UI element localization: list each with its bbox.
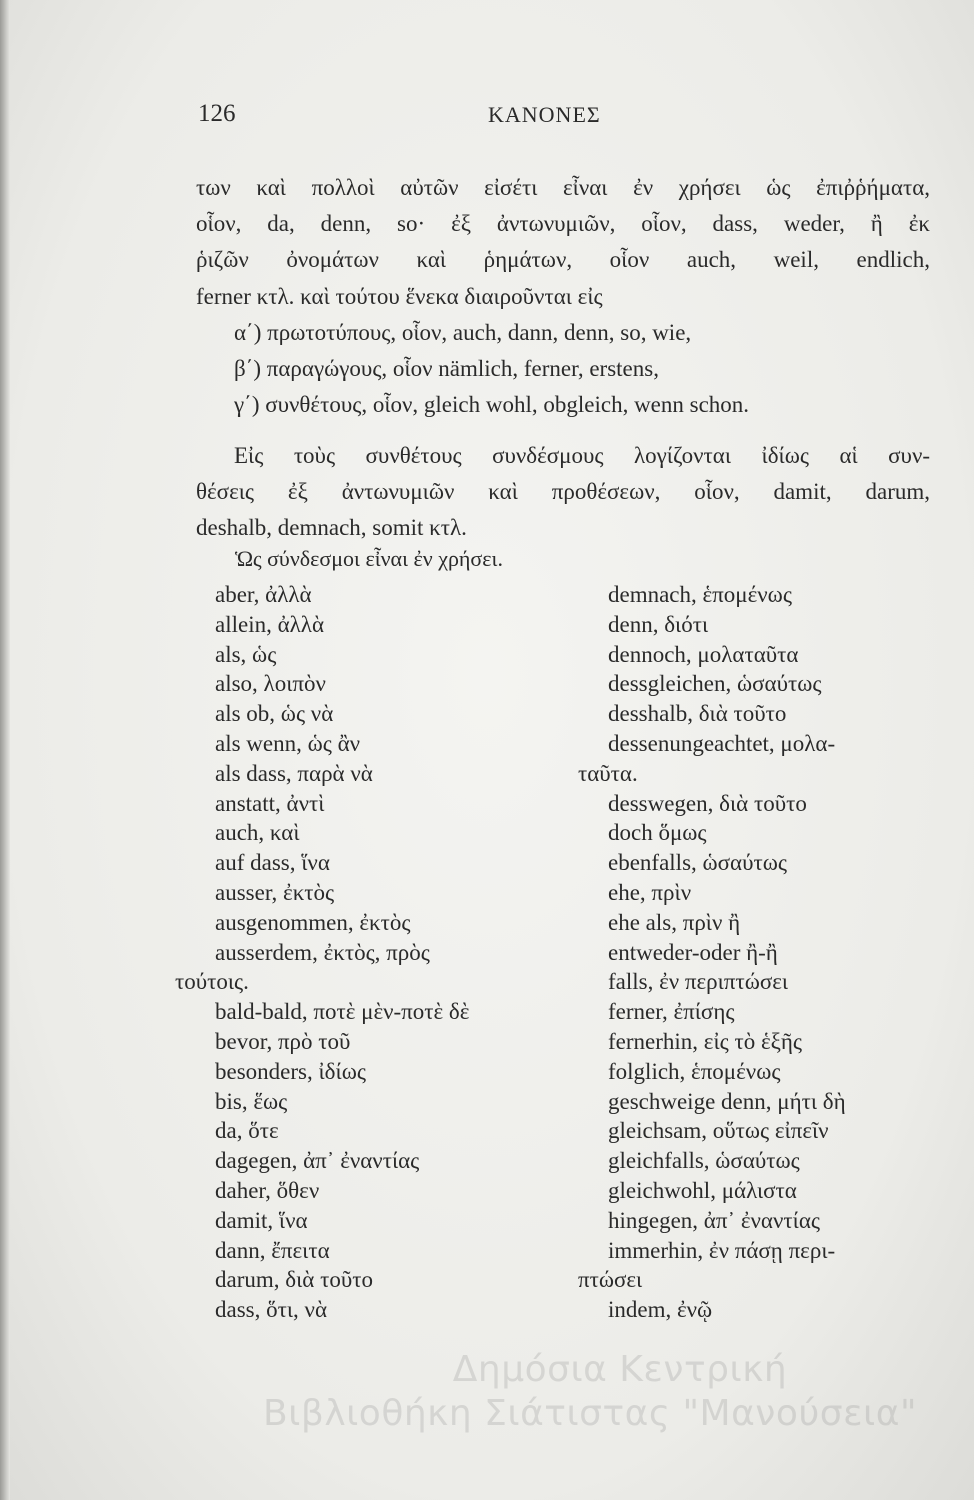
list-item: ausserdem, ἐκτὸς, πρὸς xyxy=(215,939,430,965)
conjunction-list-left xyxy=(175,580,555,1325)
list-item: bis, ἕως xyxy=(215,1088,288,1114)
watermark-line: Βιβλιοθήκη Σιάτιστας "Μανούσεια" xyxy=(262,1393,918,1434)
list-item: demnach, ἑπομένως xyxy=(608,582,792,607)
category-compound: γ΄) συνθέτους, οἷον, gleich wohl, obgleich, wenn schon. xyxy=(234,392,750,418)
paragraph-line: Εἰς τοὺς συνθέτους συνδέσμους λογίζονται ἰδίως αἱ συν- xyxy=(234,443,930,468)
list-item: anstatt, ἀντὶ xyxy=(215,790,325,816)
list-item: falls, ἐν περιπτώσει xyxy=(608,969,789,995)
list-item: fernerhin, εἰς τὸ ἑξῆς xyxy=(608,1028,803,1054)
list-item: auch, καὶ xyxy=(215,820,300,846)
list-item: folglich, ἑπομένως xyxy=(608,1058,781,1084)
conjunction-list-right xyxy=(578,580,930,1325)
list-item: besonders, ἰδίως xyxy=(215,1058,366,1084)
list-item: als ob, ὡς νὰ xyxy=(215,701,334,727)
page-edge-shadow xyxy=(0,0,10,1500)
paragraph-line: ῥιζῶν ὀνομάτων καὶ ῥημάτων, οἷον auch, weil, endlich, xyxy=(196,247,930,273)
list-item: bald-bald, ποτὲ μὲν-ποτὲ δὲ xyxy=(215,999,470,1025)
list-item: ausgenommen, ἐκτὸς xyxy=(215,909,411,935)
list-item: gleichwohl, μάλιστα xyxy=(608,1177,797,1203)
list-item: gleichfalls, ὡσαύτως xyxy=(608,1148,800,1174)
list-item-continuation: τούτοις. xyxy=(175,969,249,995)
list-item: als, ὡς xyxy=(215,641,277,667)
list-item: dessgleichen, ὡσαύτως xyxy=(608,671,822,697)
list-item: desshalb, διὰ τοῦτο xyxy=(608,701,787,727)
category-primary: α΄) πρωτοτύπους, οἷον, auch, dann, denn, so, wie, xyxy=(234,319,692,345)
list-item: gleichsam, οὕτως εἰπεῖν xyxy=(608,1118,829,1144)
list-item: dass, ὅτι, νὰ xyxy=(215,1297,327,1323)
list-item: da, ὅτε xyxy=(215,1118,279,1144)
intro-paragraph xyxy=(196,170,930,423)
list-item: aber, ἀλλὰ xyxy=(215,582,312,607)
list-item: immerhin, ἐν πάσῃ περι- xyxy=(608,1237,836,1263)
list-item: dessenungeachtet, μολα- xyxy=(608,730,836,756)
list-item-continuation: πτώσει xyxy=(578,1267,643,1293)
compound-paragraph xyxy=(196,438,930,547)
list-item: darum, διὰ τοῦτο xyxy=(215,1267,373,1293)
list-intro: Ὡς σύνδεσμοι εἶναι ἐν χρήσει. xyxy=(235,546,503,571)
list-item-continuation: ταῦτα. xyxy=(578,760,638,786)
paragraph-line: οἷον, da, denn, so· ἐξ ἀντωνυμιῶν, οἷον, dass, weder, ἢ ἐκ xyxy=(196,211,930,237)
list-item: ehe, πρὶν xyxy=(608,879,692,905)
paragraph-line: ferner κτλ. καὶ τούτου ἕνεκα διαιροῦνται εἰς xyxy=(196,283,603,309)
paragraph-line: deshalb, demnach, somit κτλ. xyxy=(196,515,467,541)
list-item: doch ὅμως xyxy=(608,820,707,846)
list-item: damit, ἵνα xyxy=(215,1207,308,1233)
list-item: denn, διότι xyxy=(608,611,709,637)
list-item: hingegen, ἀπ᾽ ἐναντίας xyxy=(608,1207,820,1233)
library-watermark xyxy=(210,1348,970,1436)
list-item: desswegen, διὰ τοῦτο xyxy=(608,790,807,816)
list-item: indem, ἐνῷ xyxy=(608,1297,713,1323)
list-item: dann, ἔπειτα xyxy=(215,1237,330,1263)
list-item: ausser, ἐκτὸς xyxy=(215,879,335,905)
paragraph-line: των καὶ πολλοὶ αὐτῶν εἰσέτι εἶναι ἐν χρήσει ὡς ἐπιῤῥήματα, xyxy=(196,175,930,200)
list-item: also, λοιπὸν xyxy=(215,671,326,697)
list-item: daher, ὅθεν xyxy=(215,1177,320,1203)
category-derived: β΄) παραγώγους, οἷον nämlich, ferner, erstens, xyxy=(234,356,659,382)
list-item: dennoch, μολαταῦτα xyxy=(608,641,799,667)
list-item: als dass, παρὰ νὰ xyxy=(215,760,373,786)
watermark-line: Δημόσια Κεντρική xyxy=(452,1349,788,1390)
list-item: ebenfalls, ὡσαύτως xyxy=(608,850,787,876)
list-item: ferner, ἐπίσης xyxy=(608,999,735,1025)
list-item: bevor, πρὸ τοῦ xyxy=(215,1028,351,1054)
list-item: entweder-oder ἢ-ἢ xyxy=(608,939,778,965)
list-item: ehe als, πρὶν ἢ xyxy=(608,909,741,935)
list-item: auf dass, ἵνα xyxy=(215,850,330,876)
list-item: dagegen, ἀπ᾽ ἐναντίας xyxy=(215,1148,420,1174)
page-number: 126 xyxy=(198,100,236,127)
list-item: als wenn, ὡς ἂν xyxy=(215,730,361,756)
page-header xyxy=(198,100,784,134)
list-item: allein, ἀλλὰ xyxy=(215,611,324,637)
list-item: geschweige denn, μήτι δὴ xyxy=(608,1088,846,1114)
running-title: ΚΑΝΟΝΕΣ xyxy=(488,102,601,127)
paragraph-line: θέσεις ἐξ ἀντωνυμιῶν καὶ προθέσεων, οἷον, damit, darum, xyxy=(196,479,930,505)
